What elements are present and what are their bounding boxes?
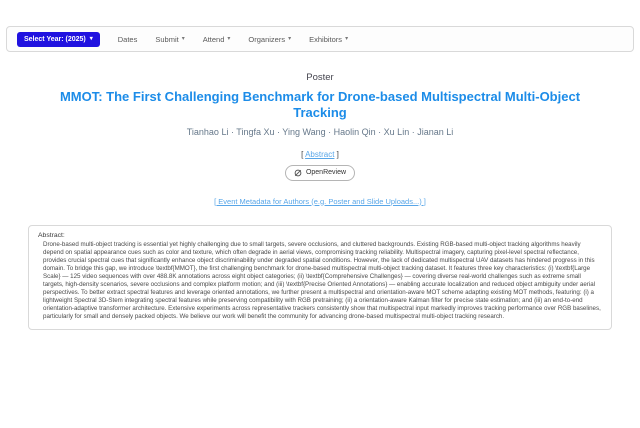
openreview-icon	[294, 169, 302, 177]
caret-down-icon: ▾	[89, 36, 93, 42]
abstract-box	[28, 225, 612, 330]
nav-item-label: Submit	[155, 34, 179, 44]
openreview-row	[0, 164, 640, 182]
openreview-label: OpenReview	[305, 169, 347, 176]
caret-down-icon: ▾	[345, 36, 349, 42]
nav-item-dates[interactable]	[118, 35, 138, 44]
abstract-link-row	[0, 150, 640, 159]
top-navbar	[6, 26, 634, 52]
nav-item-label: Dates	[117, 34, 138, 44]
caret-down-icon: ▾	[288, 36, 292, 42]
nav-item-exhibitors[interactable]	[309, 35, 348, 44]
event-metadata-row	[0, 197, 640, 206]
caret-down-icon: ▾	[227, 36, 231, 42]
abstract-text: Drone-based multi-object tracking is essential yet highly challenging due to small targets, severe occlusions, and cluttered backgrounds. Existing RGB-based multi-object tracking algorithms heavily depend on spatial appearance cues such as color and texture, which often degrade in aerial views, compromising tracking reliability. Multispectral imagery, capturing pixel-level spectral reflectance, provides crucial spectral cues that significantly enhance object discriminability under degraded spatial conditions. However, the lack of dedicated multispectral UAV datasets has hindered progress in this domain. To bridge this gap, we introduce \textbf{MMOT}, the first challenging benchmark for drone-based multispectral multi-object tracking dataset. It features three key characteristics: (i) \textbf{Large Scale} — 125 video sequences with over 488.8K annotations across eight object categories; (ii) \textbf{Comprehensive Challenges} — covering diverse real-world challenges such as extreme small targets, high-density scenarios, severe occlusions and complex platform motion; and (iii) \textbf{Precise Oriented Annotations} — enabling accurate localization and reduced object ambiguity under aerial perspectives. To better extract spectral features and leverage oriented annotations, we further present a multispectral and orientation-aware MOT scheme adapting existing MOT methods, featuring: (i) a lightweight Spectral 3D-Stem integrating spectral features while preserving compatibility with RGB pretraining; (ii) a orientation-aware Kalman filter for precise state estimation; and (iii) an end-to-end orientation-adaptive transformer architecture. Extensive experiments across representative trackers consistently show that multispectral input markedly improves tracking performance over RGB baselines, particularly for small and densely packed objects. We believe our work will benefit the community for advancing drone-based multispectral multi-object tracking research.	[43, 240, 601, 320]
page-title: MMOT: The First Challenging Benchmark for Drone-based Multispectral Multi-Object Tracking	[59, 89, 581, 121]
nav-item-submit[interactable]	[155, 35, 184, 44]
nav-item-attend[interactable]	[203, 35, 231, 44]
abstract-heading: Abstract:	[38, 231, 65, 239]
openreview-button[interactable]	[285, 165, 355, 181]
bracket-close: ]	[336, 149, 339, 159]
nav-item-label: Attend	[202, 34, 225, 44]
nav-item-label: Exhibitors	[309, 34, 343, 44]
select-year-label: Select Year: (2025)	[24, 35, 86, 43]
event-metadata-link[interactable]: [ Event Metadata for Authors (e.g. Poster and Slide Uploads...) ]	[214, 196, 426, 206]
caret-down-icon: ▾	[181, 36, 185, 42]
event-type-label: Poster	[306, 72, 334, 83]
nav-item-organizers[interactable]	[248, 35, 291, 44]
bracket-open: [	[301, 149, 304, 159]
select-year-button[interactable]	[17, 32, 100, 47]
authors-line: Tianhao Li · Tingfa Xu · Ying Wang · Haolin Qin · Xu Lin · Jianan Li	[186, 126, 454, 137]
abstract-link[interactable]: Abstract	[305, 149, 335, 159]
nav-item-label: Organizers	[248, 34, 286, 44]
